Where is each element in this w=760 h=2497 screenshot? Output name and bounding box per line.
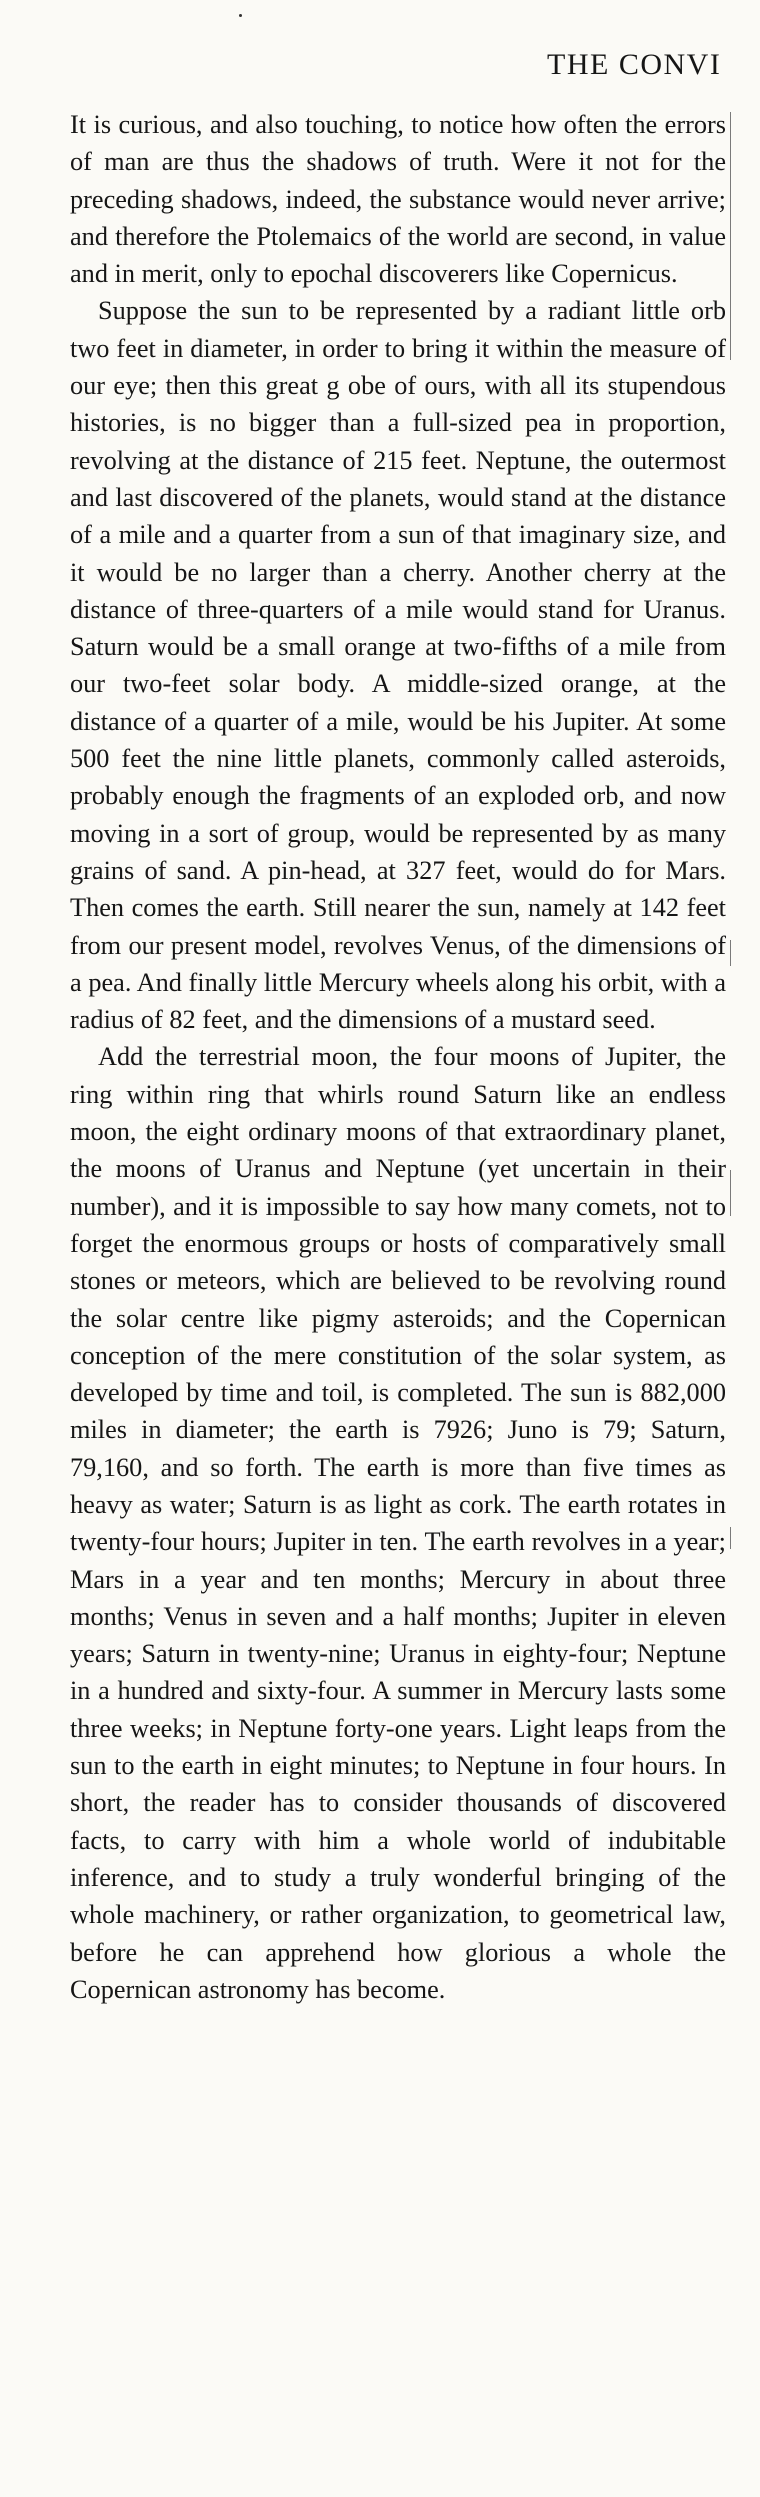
ink-speck [239,14,242,17]
paragraph-solar-scale-model: Suppose the sun to be represented by a radiant little orb two feet in diameter, in order to bring it within the measure of our eye; then this great g obe of ours, with all its stupendous histories, is no bigger than a full-sized pea in proportion, revolving at the distance of 215 feet. Neptune, the outermost and last discovered of the planets, would stand at the distance of a mile and a quarter from a sun of that imaginary size, and it would be no larger than a cherry. Another cherry at the distance of three-quarters of a mile would stand for Uranus. Saturn would be a small orange at two-fifths of a mile from our two-feet solar body. A middle-sized orange, at the distance of a quarter of a mile, would be his Jupiter. At some 500 feet the nine little planets, commonly called asteroids, probably enough the fragments of an exploded orb, and now moving in a sort of group, would be represented by as many grains of sand. A pin-head, at 327 feet, would do for Mars. Then comes the earth. Still nearer the sun, namely at 142 feet from our present model, revolves Venus, of the dimensions of a pea. And finally little Mercury wheels along his orbit, with a radius of 82 feet, and the dimensions of a mustard seed. [70,296,726,1035]
paragraph-errors-as-shadows: It is curious, and also touching, to notice how often the errors of man are thus the shadows of truth. Were it not for the preceding shadows, indeed, the substance would never arrive; and therefore the Ptolemaics of the world are second, in value and in merit, only to epochal discoverers like Copernicus. [70,110,726,289]
gutter-rule [730,940,731,966]
text-column [70,106,726,2486]
gutter-rule [730,1170,731,1216]
gutter-rule [730,1527,731,1549]
paragraph-copernican-system: Add the terrestrial moon, the four moons of Jupiter, the ring within ring that whirls round Saturn like an endless moon, the eight ordinary moons of that extraordinary planet, the moons of Uranus and Neptune (yet uncertain in their number), and it is impossible to say how many comets, not to forget the enormous groups or hosts of comparatively small stones or meteors, which are believed to be revolving round the solar centre like pigmy asteroids; and the Copernican conception of the mere constitution of the solar system, as developed by time and toil, is completed. The sun is 882,000 miles in diameter; the earth is 7926; Juno is 79; Saturn, 79,160, and so forth. The earth is more than five times as heavy as water; Saturn is as light as cork. The earth rotates in twenty-four hours; Jupiter in ten. The earth revolves in a year; Mars in a year and ten months; Mercury in about three months; Venus in seven and a half months; Jupiter in eleven years; Saturn in twenty-nine; Uranus in eighty-four; Neptune in a hundred and sixty-four. A summer in Mercury lasts some three weeks; in Neptune forty-one years. Light leaps from the sun to the earth in eight minutes; to Neptune in four hours. In short, the reader has to consider thousands of discovered facts, to carry with him a whole world of indubitable inference, and to study a truly wonderful bringing of the whole machinery, or rather organization, to geometrical law, before he can apprehend how glorious a whole the Copernican astronomy has become. [70,1042,726,2004]
running-head-title: THE CONVI [547,48,722,81]
gutter-rule [730,112,731,360]
